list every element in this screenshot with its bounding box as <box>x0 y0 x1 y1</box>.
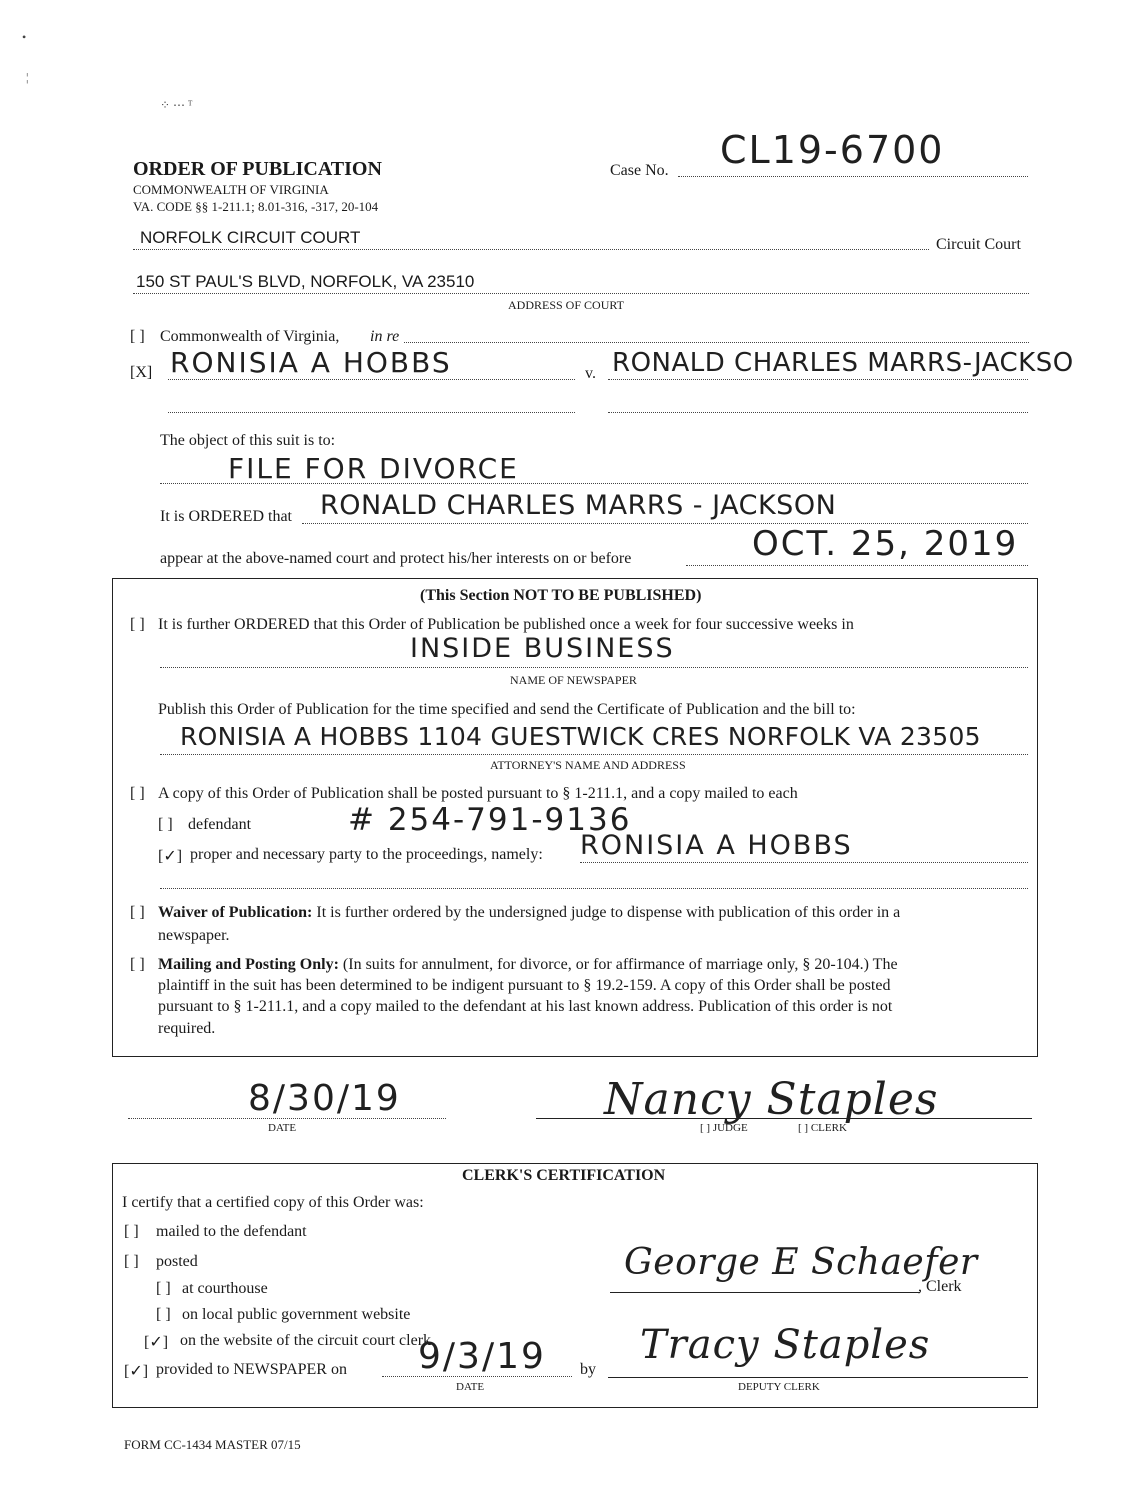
party-text: proper and necessary party to the proceedings, namely: <box>190 846 543 863</box>
waiver-label: Waiver of Publication: <box>158 904 313 921</box>
form-title: ORDER OF PUBLICATION <box>133 158 382 180</box>
newspaper-checkbox[interactable]: [✓] <box>124 1363 149 1380</box>
certification-heading: CLERK'S CERTIFICATION <box>462 1167 666 1184</box>
mailing-label: Mailing and Posting Only: <box>158 956 339 973</box>
publication-checkbox[interactable]: [ ] <box>130 616 145 633</box>
newspaper-name: INSIDE BUSINESS <box>410 633 675 664</box>
appear-text: appear at the above-named court and protect his/her interests on or before <box>160 550 632 567</box>
party-name: RONISIA A HOBBS <box>580 830 853 861</box>
posted-label: posted <box>156 1253 198 1270</box>
mailed-label: mailed to the defendant <box>156 1223 307 1240</box>
judge-signature: Nancy Staples <box>604 1074 939 1125</box>
local-website-checkbox[interactable]: [ ] <box>156 1306 171 1323</box>
object-value: FILE FOR DIVORCE <box>228 452 519 485</box>
circuit-court-suffix: Circuit Court <box>936 236 1021 253</box>
object-label: The object of this suit is to: <box>160 432 336 449</box>
provided-date: 9/3/19 <box>418 1336 546 1377</box>
plaintiff-line <box>168 379 575 380</box>
newspaper-line <box>160 667 1028 668</box>
signature-date: 8/30/19 <box>248 1078 401 1119</box>
defendant-line <box>608 379 1028 380</box>
court-name-line <box>133 249 929 250</box>
ordered-party: RONALD CHARLES MARRS - JACKSON <box>320 490 837 521</box>
signature-date-caption: DATE <box>268 1122 297 1134</box>
copy-checkbox[interactable]: [ ] <box>130 785 145 802</box>
attorney-line <box>160 754 1028 755</box>
clerk-signature: George E Schaefer <box>624 1242 978 1283</box>
mailing-text-4: required. <box>158 1020 216 1037</box>
mailing-text-1: (In suits for annulment, for divorce, or for affirmance of marriage only, § 20-104.) The <box>342 956 898 973</box>
form-id: FORM CC-1434 MASTER 07/15 <box>124 1437 301 1452</box>
defendant-line-2 <box>608 412 1028 413</box>
circuit-website-label: on the website of the circuit court clerk <box>180 1332 432 1349</box>
court-address-line <box>133 293 1029 294</box>
by-label: by <box>580 1361 596 1378</box>
object-line <box>160 483 1028 484</box>
waiver-text: It is further ordered by the undersigned judge to dispense with publication of this order in a <box>316 904 901 921</box>
in-re-label: in re <box>370 328 400 345</box>
form-subtitle: COMMONWEALTH OF VIRGINIA <box>133 182 329 197</box>
waiver-checkbox[interactable]: [ ] <box>130 904 145 921</box>
commonwealth-checkbox[interactable]: [ ] <box>130 328 145 345</box>
copy-text: A copy of this Order of Publication shall be posted pursuant to § 1-211.1, and a copy mailed to each <box>158 785 798 802</box>
commonwealth-label: Commonwealth of Virginia, <box>160 328 340 345</box>
deputy-clerk-signature: Tracy Staples <box>640 1322 931 1368</box>
appear-date: OCT. 25, 2019 <box>752 524 1019 564</box>
ordered-label: It is ORDERED that <box>160 508 292 525</box>
versus-label: v. <box>585 365 596 382</box>
judge-option[interactable]: [ ] JUDGE <box>700 1122 748 1134</box>
case-number-line <box>678 176 1028 177</box>
mailed-checkbox[interactable]: [ ] <box>124 1223 139 1240</box>
posted-checkbox[interactable]: [ ] <box>124 1253 139 1270</box>
local-website-label: on local public government website <box>182 1306 411 1323</box>
mailing-text-3: pursuant to § 1-211.1, and a copy mailed to the defendant at his last known address. Publication of this order is not <box>158 998 893 1015</box>
defendant-checkbox[interactable]: [ ] <box>158 816 173 833</box>
party-checkbox[interactable]: [✓] <box>158 848 183 865</box>
provided-date-line <box>382 1376 572 1377</box>
party-line <box>580 862 1028 863</box>
plaintiff-name: RONISIA A HOBBS <box>170 346 452 379</box>
court-name: NORFOLK CIRCUIT COURT <box>140 228 361 247</box>
publish-instruction: Publish this Order of Publication for the time specified and send the Certificate of Publication and the bill to: <box>158 701 856 718</box>
parties-checkbox[interactable]: [X] <box>130 364 153 381</box>
signature-date-line <box>128 1118 446 1119</box>
newspaper-caption: NAME OF NEWSPAPER <box>510 673 637 687</box>
va-code-reference: VA. CODE §§ 1-211.1; 8.01-316, -317, 20-104 <box>133 199 379 214</box>
circuit-website-checkbox[interactable]: [✓] <box>144 1334 169 1351</box>
certification-intro: I certify that a certified copy of this Order was: <box>122 1194 424 1211</box>
publication-order-text: It is further ORDERED that this Order of Publication be published once a week for four successive weeks in <box>158 616 854 633</box>
appear-date-line <box>686 565 1028 566</box>
deputy-signature-line <box>608 1377 1028 1378</box>
mailing-checkbox[interactable]: [ ] <box>130 956 145 973</box>
scan-speck: • <box>22 30 27 44</box>
clerk-suffix: , Clerk <box>918 1278 962 1295</box>
courthouse-label: at courthouse <box>182 1280 268 1297</box>
attorney-address: RONISIA A HOBBS 1104 GUESTWICK CRES NORFOLK VA 23505 <box>180 722 981 751</box>
provided-date-caption: DATE <box>456 1381 485 1393</box>
judge-signature-line <box>536 1118 1032 1119</box>
plaintiff-line-2 <box>168 412 575 413</box>
scan-speck: ¦ <box>26 70 29 84</box>
waiver-text-2: newspaper. <box>158 927 230 944</box>
phone-number: # 254-791-9136 <box>348 802 632 838</box>
scan-speck: ⁘ ⋯ ᵀ <box>160 98 193 112</box>
party-line-2 <box>160 888 1028 889</box>
clerk-signature-line <box>610 1292 920 1293</box>
attorney-caption: ATTORNEY'S NAME AND ADDRESS <box>490 758 686 772</box>
case-number-value: CL19-6700 <box>720 128 945 172</box>
defendant-label: defendant <box>188 816 252 833</box>
address-caption: ADDRESS OF COURT <box>508 298 624 312</box>
case-number-label: Case No. <box>610 162 669 179</box>
defendant-name: RONALD CHARLES MARRS-JACKSO <box>612 348 1074 378</box>
court-address: 150 ST PAUL'S BLVD, NORFOLK, VA 23510 <box>136 272 475 291</box>
mailing-text-2: plaintiff in the suit has been determined to be indigent pursuant to § 19.2-159. A copy of this Order shall be posted <box>158 977 891 994</box>
clerk-option[interactable]: [ ] CLERK <box>798 1122 847 1134</box>
newspaper-provided-label: provided to NEWSPAPER on <box>156 1361 347 1378</box>
unpublished-heading: (This Section NOT TO BE PUBLISHED) <box>420 587 702 604</box>
in-re-line <box>404 342 1029 343</box>
deputy-clerk-caption: DEPUTY CLERK <box>738 1381 820 1393</box>
courthouse-checkbox[interactable]: [ ] <box>156 1280 171 1297</box>
